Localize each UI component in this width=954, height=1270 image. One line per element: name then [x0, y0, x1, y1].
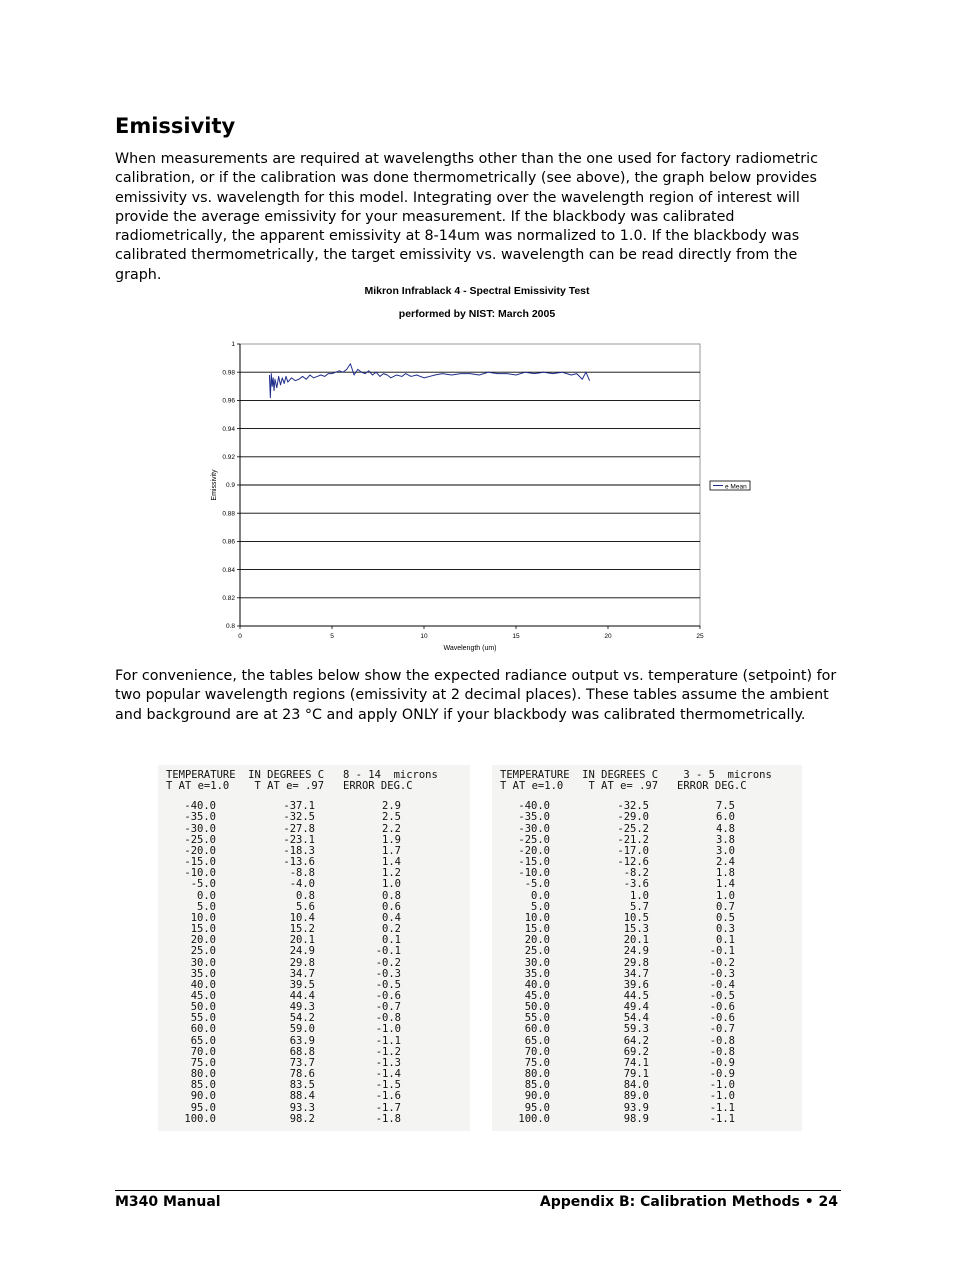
cell-error: 3.0 — [716, 844, 735, 857]
x-axis-label: Wavelength (um) — [443, 645, 497, 652]
cell-error: -0.6 — [709, 1012, 735, 1025]
x-tick-label: 0 — [238, 633, 242, 640]
cell-temp-e097: 69.2 — [623, 1045, 649, 1058]
cell-temp-e097: -8.2 — [623, 867, 649, 880]
cell-error: 4.8 — [716, 822, 735, 835]
cell-temp-e097: 24.9 — [623, 945, 649, 958]
table-row — [500, 1103, 794, 1114]
cell-error: -0.9 — [709, 1056, 735, 1069]
chart-subtitle: performed by NIST: March 2005 — [398, 308, 556, 320]
cell-temp-e097: 20.1 — [289, 934, 315, 947]
cell-error: -0.7 — [375, 1001, 401, 1014]
table-row — [166, 812, 462, 823]
cell-temp-e1: 0.0 — [531, 889, 550, 902]
cell-temp-e1: -40.0 — [184, 800, 216, 813]
cell-temp-e1: 0.0 — [197, 889, 216, 902]
cell-error: -1.7 — [375, 1101, 401, 1114]
x-tick-label: 20 — [604, 633, 612, 640]
cell-error: 0.4 — [382, 911, 401, 924]
cell-temp-e1: 45.0 — [524, 989, 550, 1002]
cell-temp-e1: 100.0 — [184, 1112, 216, 1125]
cell-error: -0.4 — [709, 978, 735, 991]
cell-temp-e097: 93.3 — [289, 1101, 315, 1114]
cell-temp-e1: 35.0 — [190, 967, 216, 980]
table-row — [500, 879, 794, 890]
y-tick-label: 0.84 — [222, 566, 235, 574]
cell-temp-e097: -27.8 — [283, 822, 315, 835]
cell-temp-e1: 90.0 — [190, 1090, 216, 1103]
table-row — [166, 1024, 462, 1035]
table-row — [500, 1024, 794, 1035]
cell-temp-e1: 100.0 — [518, 1112, 550, 1125]
cell-temp-e097: 44.4 — [289, 989, 315, 1002]
x-tick-label: 5 — [330, 633, 334, 640]
cell-temp-e097: -3.6 — [623, 878, 649, 891]
y-tick-label: 0.86 — [222, 538, 235, 546]
cell-temp-e097: 79.1 — [623, 1068, 649, 1081]
table-row — [166, 1103, 462, 1114]
y-tick-label: 0.96 — [222, 397, 235, 405]
cell-temp-e097: 20.1 — [623, 934, 649, 947]
cell-temp-e1: -30.0 — [184, 822, 216, 835]
cell-temp-e097: 34.7 — [289, 967, 315, 980]
cell-temp-e1: 80.0 — [524, 1068, 550, 1081]
cell-temp-e097: -32.5 — [617, 800, 649, 813]
cell-error: -0.8 — [709, 1045, 735, 1058]
cell-error: 2.4 — [716, 856, 735, 869]
chart-title: Mikron Infrablack 4 - Spectral Emissivity Test — [364, 285, 590, 297]
y-tick-label: 0.94 — [222, 425, 235, 433]
cell-error: -0.1 — [375, 945, 401, 958]
cell-temp-e1: 25.0 — [524, 945, 550, 958]
cell-temp-e097: 78.6 — [289, 1068, 315, 1081]
cell-temp-e1: -15.0 — [518, 856, 550, 869]
cell-temp-e097: 24.9 — [289, 945, 315, 958]
cell-temp-e1: 25.0 — [190, 945, 216, 958]
cell-temp-e1: 80.0 — [190, 1068, 216, 1081]
table-row — [166, 946, 462, 957]
cell-temp-e097: 49.4 — [623, 1001, 649, 1014]
table-header-line1: TEMPERATURE IN DEGREES C 3 - 5 microns — [500, 769, 772, 781]
cell-temp-e097: -4.0 — [289, 878, 315, 891]
cell-temp-e1: 40.0 — [190, 978, 216, 991]
y-tick-label: 0.8 — [225, 623, 235, 631]
cell-temp-e097: 83.5 — [289, 1079, 315, 1092]
table-3-5-microns — [492, 765, 802, 1131]
footer-manual-name: M340 Manual — [115, 1194, 221, 1210]
cell-temp-e097: 49.3 — [289, 1001, 315, 1014]
table-header-line1: TEMPERATURE IN DEGREES C 8 - 14 microns — [166, 769, 438, 781]
chart-legend — [710, 481, 750, 490]
cell-temp-e097: 54.2 — [289, 1012, 315, 1025]
cell-temp-e097: 5.7 — [630, 900, 649, 913]
cell-temp-e1: 65.0 — [190, 1034, 216, 1047]
cell-error: 0.3 — [716, 923, 735, 936]
cell-temp-e1: -15.0 — [184, 856, 216, 869]
cell-temp-e097: 88.4 — [289, 1090, 315, 1103]
table-8-14-microns — [158, 765, 470, 1131]
cell-temp-e097: 0.8 — [296, 889, 315, 902]
x-tick-label: 15 — [512, 633, 520, 640]
table-header-line2: T AT e=1.0 T AT e= .97 ERROR DEG.C — [500, 780, 747, 793]
cell-error: -1.1 — [709, 1112, 735, 1125]
cell-temp-e1: 90.0 — [524, 1090, 550, 1103]
cell-temp-e1: 15.0 — [524, 923, 550, 936]
cell-temp-e097: -25.2 — [617, 822, 649, 835]
footer-section-page: Appendix B: Calibration Methods • 24 — [539, 1194, 838, 1210]
cell-error: 3.8 — [716, 833, 735, 846]
cell-error: -0.6 — [375, 989, 401, 1002]
cell-temp-e1: 55.0 — [190, 1012, 216, 1025]
cell-temp-e097: 1.0 — [630, 889, 649, 902]
cell-temp-e1: -25.0 — [184, 833, 216, 846]
cell-temp-e1: -30.0 — [518, 822, 550, 835]
cell-temp-e1: 75.0 — [524, 1056, 550, 1069]
cell-error: -0.5 — [375, 978, 401, 991]
cell-temp-e097: 93.9 — [623, 1101, 649, 1114]
cell-error: -1.6 — [375, 1090, 401, 1103]
cell-temp-e097: 34.7 — [623, 967, 649, 980]
x-tick-label: 25 — [696, 633, 704, 640]
section-heading: Emissivity — [115, 114, 236, 138]
cell-error: -0.3 — [709, 967, 735, 980]
table-row — [166, 1114, 462, 1125]
cell-error: -1.0 — [709, 1090, 735, 1103]
cell-error: 1.0 — [716, 889, 735, 902]
cell-temp-e1: -10.0 — [518, 867, 550, 880]
cell-error: -1.1 — [709, 1101, 735, 1114]
cell-error: -0.5 — [709, 989, 735, 1002]
cell-error: 1.0 — [382, 878, 401, 891]
cell-temp-e097: -17.0 — [617, 844, 649, 857]
cell-error: 0.2 — [382, 923, 401, 936]
cell-temp-e097: 29.8 — [623, 956, 649, 969]
cell-temp-e1: -40.0 — [518, 800, 550, 813]
table-row — [500, 958, 794, 969]
cell-temp-e097: 29.8 — [289, 956, 315, 969]
cell-temp-e1: 95.0 — [524, 1101, 550, 1114]
cell-temp-e1: 15.0 — [190, 923, 216, 936]
cell-temp-e1: -35.0 — [518, 811, 550, 824]
cell-temp-e1: 85.0 — [190, 1079, 216, 1092]
cell-error: -0.8 — [709, 1034, 735, 1047]
cell-temp-e1: 30.0 — [524, 956, 550, 969]
table-row — [166, 1091, 462, 1102]
cell-error: -1.2 — [375, 1045, 401, 1058]
cell-error: -0.7 — [709, 1023, 735, 1036]
cell-error: -1.5 — [375, 1079, 401, 1092]
cell-temp-e097: 64.2 — [623, 1034, 649, 1047]
cell-temp-e097: -23.1 — [283, 833, 315, 846]
cell-error: 2.5 — [382, 811, 401, 824]
cell-temp-e1: 5.0 — [197, 900, 216, 913]
y-tick-label: 0.98 — [222, 369, 235, 377]
cell-temp-e1: 5.0 — [531, 900, 550, 913]
cell-temp-e097: -29.0 — [617, 811, 649, 824]
cell-temp-e1: 70.0 — [524, 1045, 550, 1058]
y-tick-label: 0.82 — [222, 595, 235, 602]
cell-error: 0.6 — [382, 900, 401, 913]
cell-temp-e097: 15.3 — [623, 923, 649, 936]
cell-error: 0.1 — [716, 934, 735, 947]
table-row — [166, 958, 462, 969]
intro-paragraph: When measurements are required at wavelengths other than the one used for factory radiometric calibration, or if the calibration was done thermometrically (see above), the graph below provides emissivity vs. wavelength for this model. Integrating over the wavelength region of interest will provide the average emissivity for your measurement. If the blackbody was calibrated radiometrically, the apparent emissivity at 8-14um was normalized to 1.0. If the blackbody was calibrated thermometrically, the target emissivity vs. wavelength can be read directly from the graph. — [115, 151, 818, 283]
y-tick-label: 0.92 — [222, 454, 235, 461]
cell-temp-e1: 65.0 — [524, 1034, 550, 1047]
cell-error: 0.8 — [382, 889, 401, 902]
cell-error: -1.3 — [375, 1056, 401, 1069]
cell-temp-e1: 45.0 — [190, 989, 216, 1002]
cell-temp-e1: -20.0 — [184, 844, 216, 857]
cell-error: 0.5 — [716, 911, 735, 924]
cell-temp-e1: 35.0 — [524, 967, 550, 980]
cell-error: 2.2 — [382, 822, 401, 835]
cell-temp-e1: 50.0 — [524, 1001, 550, 1014]
cell-temp-e1: 10.0 — [524, 911, 550, 924]
cell-temp-e1: -10.0 — [184, 867, 216, 880]
cell-temp-e097: 39.6 — [623, 978, 649, 991]
cell-error: -0.2 — [709, 956, 735, 969]
table-row — [166, 879, 462, 890]
cell-temp-e097: -8.8 — [289, 867, 315, 880]
cell-error: -0.2 — [375, 956, 401, 969]
cell-temp-e1: 70.0 — [190, 1045, 216, 1058]
cell-error: -1.8 — [375, 1112, 401, 1125]
cell-temp-e097: 5.6 — [296, 900, 315, 913]
cell-temp-e097: -18.3 — [283, 844, 315, 857]
y-tick-label: 0.9 — [225, 482, 235, 490]
cell-temp-e1: -5.0 — [524, 878, 550, 891]
cell-error: 0.7 — [716, 900, 735, 913]
cell-temp-e097: 98.9 — [623, 1112, 649, 1125]
cell-temp-e097: 39.5 — [289, 978, 315, 991]
cell-error: 1.9 — [382, 833, 401, 846]
cell-temp-e1: -5.0 — [190, 878, 216, 891]
table-row — [500, 1091, 794, 1102]
cell-temp-e097: -32.5 — [283, 811, 315, 824]
cell-temp-e1: 75.0 — [190, 1056, 216, 1069]
cell-temp-e1: 20.0 — [524, 934, 550, 947]
cell-error: 1.7 — [382, 844, 401, 857]
cell-temp-e097: 44.5 — [623, 989, 649, 1002]
cell-error: -1.1 — [375, 1034, 401, 1047]
y-tick-label: 1 — [231, 341, 235, 349]
legend-label: e Mean — [725, 483, 747, 491]
table-row — [500, 1114, 794, 1125]
cell-temp-e1: 20.0 — [190, 934, 216, 947]
cell-error: -0.6 — [709, 1001, 735, 1014]
cell-temp-e097: 84.0 — [623, 1079, 649, 1092]
table-row — [500, 946, 794, 957]
cell-temp-e1: 85.0 — [524, 1079, 550, 1092]
table-header-line2: T AT e=1.0 T AT e= .97 ERROR DEG.C — [166, 780, 413, 793]
cell-temp-e097: 73.7 — [289, 1056, 315, 1069]
cell-temp-e1: 40.0 — [524, 978, 550, 991]
cell-error: 1.4 — [382, 856, 401, 869]
cell-error: -1.0 — [709, 1079, 735, 1092]
cell-error: 1.4 — [716, 878, 735, 891]
x-tick-label: 10 — [420, 633, 428, 640]
cell-temp-e1: -25.0 — [518, 833, 550, 846]
cell-temp-e1: -35.0 — [184, 811, 216, 824]
cell-error: 2.9 — [382, 800, 401, 813]
cell-temp-e097: -37.1 — [283, 800, 315, 813]
cell-temp-e097: -12.6 — [617, 856, 649, 869]
cell-temp-e097: 68.8 — [289, 1045, 315, 1058]
cell-error: -1.4 — [375, 1068, 401, 1081]
cell-error: -0.8 — [375, 1012, 401, 1025]
cell-temp-e097: 89.0 — [623, 1090, 649, 1103]
cell-error: -0.3 — [375, 967, 401, 980]
cell-temp-e1: 50.0 — [190, 1001, 216, 1014]
cell-error: 7.5 — [716, 800, 735, 813]
y-axis-label: Emissivity — [211, 469, 218, 501]
cell-error: 1.8 — [716, 867, 735, 880]
cell-temp-e1: 30.0 — [190, 956, 216, 969]
cell-temp-e097: -13.6 — [283, 856, 315, 869]
footer-rule — [115, 1190, 841, 1191]
y-tick-label: 0.88 — [222, 510, 235, 518]
emissivity-chart — [200, 330, 760, 660]
cell-temp-e097: 59.3 — [623, 1023, 649, 1036]
table-row — [500, 812, 794, 823]
cell-temp-e1: -20.0 — [518, 844, 550, 857]
cell-temp-e097: 54.4 — [623, 1012, 649, 1025]
cell-temp-e097: 10.4 — [289, 911, 315, 924]
cell-temp-e1: 60.0 — [524, 1023, 550, 1036]
cell-temp-e097: 15.2 — [289, 923, 315, 936]
cell-temp-e097: 74.1 — [623, 1056, 649, 1069]
cell-temp-e1: 10.0 — [190, 911, 216, 924]
cell-temp-e097: -21.2 — [617, 833, 649, 846]
cell-temp-e097: 59.0 — [289, 1023, 315, 1036]
cell-temp-e097: 10.5 — [623, 911, 649, 924]
cell-temp-e1: 95.0 — [190, 1101, 216, 1114]
cell-temp-e097: 98.2 — [289, 1112, 315, 1125]
cell-error: 6.0 — [716, 811, 735, 824]
cell-error: -0.9 — [709, 1068, 735, 1081]
cell-error: -0.1 — [709, 945, 735, 958]
cell-error: 0.1 — [382, 934, 401, 947]
cell-error: 1.2 — [382, 867, 401, 880]
cell-error: -1.0 — [375, 1023, 401, 1036]
cell-temp-e097: 63.9 — [289, 1034, 315, 1047]
cell-temp-e1: 60.0 — [190, 1023, 216, 1036]
cell-temp-e1: 55.0 — [524, 1012, 550, 1025]
tables-intro-paragraph: For convenience, the tables below show the expected radiance output vs. temperature (setpoint) for two popular wavelength regions (emissivity at 2 decimal places). These tables assume the ambient and background are at 23 °C and apply ONLY if your blackbody was calibrated thermometrically. — [115, 668, 837, 723]
